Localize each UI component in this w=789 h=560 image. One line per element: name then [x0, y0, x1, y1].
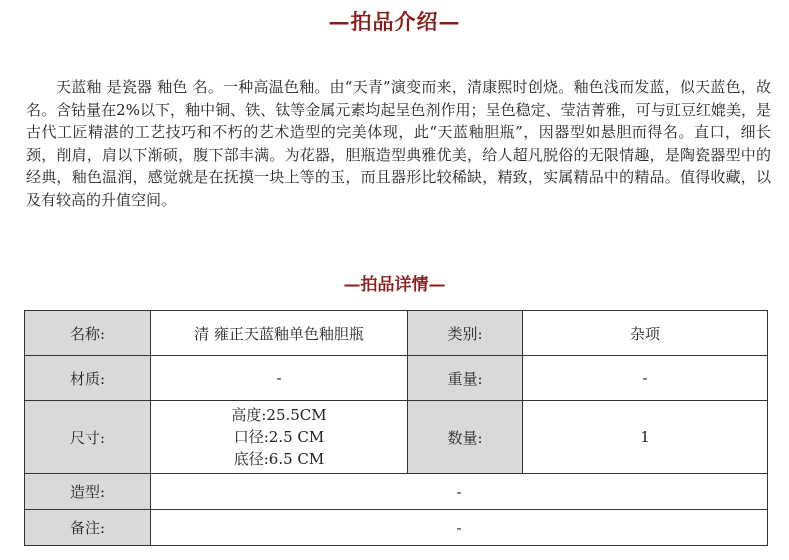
name-label: 名称: [25, 311, 151, 356]
details-row-name [25, 311, 768, 356]
notes-value: - [151, 510, 768, 546]
intro-title: —拍品介绍— [328, 9, 461, 34]
notes-label: 备注: [25, 510, 151, 546]
size-base: 底径:6.5 CM [233, 450, 325, 468]
details-table [24, 310, 768, 546]
material-value: - [151, 356, 408, 401]
size-height: 高度:25.5CM [231, 406, 327, 424]
size-mouth: 口径:2.5 CM [233, 428, 325, 446]
size-value [151, 401, 408, 474]
quantity-label: 数量: [408, 401, 523, 474]
quantity-value: 1 [523, 401, 768, 474]
weight-value: - [523, 356, 768, 401]
category-value: 杂项 [523, 311, 768, 356]
weight-label: 重量: [408, 356, 523, 401]
details-row-material [25, 356, 768, 401]
name-value: 清 雍正天蓝釉单色釉胆瓶 [151, 311, 408, 356]
material-label: 材质: [25, 356, 151, 401]
details-title: —拍品详情— [343, 275, 446, 295]
shape-label: 造型: [25, 474, 151, 510]
shape-value: - [151, 474, 768, 510]
category-label: 类别: [408, 311, 523, 356]
details-row-size [25, 401, 768, 474]
intro-paragraph: 天蓝釉 是瓷器 釉色 名。一种高温色釉。由“天青”演变而来，清康熙时创烧。釉色浅而发蓝，似天蓝色，故名。含钴量在2%以下，釉中铜、铁、钛等金属元素均起呈色剂作用；呈色稳定、莹洁菁雅，可与豇豆红媲美，是古代工匠精湛的工艺技巧和不朽的艺术造型的完美体现，此“天蓝釉胆瓶”，因器型如悬胆而得名。直口，细长颈，削肩，肩以下渐硕，腹下部丰满。为花器，胆瓶造型典雅优美，给人超凡脱俗的无限情趣，是陶瓷器型中的经典，釉色温润，感觉就是在抚摸一块上等的玉，而且器形比较稀缺，精致，实属精品中的精品。值得收藏，以及有较高的升值空间。 [26, 78, 771, 209]
size-label: 尺寸: [25, 401, 151, 474]
details-row-shape [25, 474, 768, 510]
details-row-notes [25, 510, 768, 546]
